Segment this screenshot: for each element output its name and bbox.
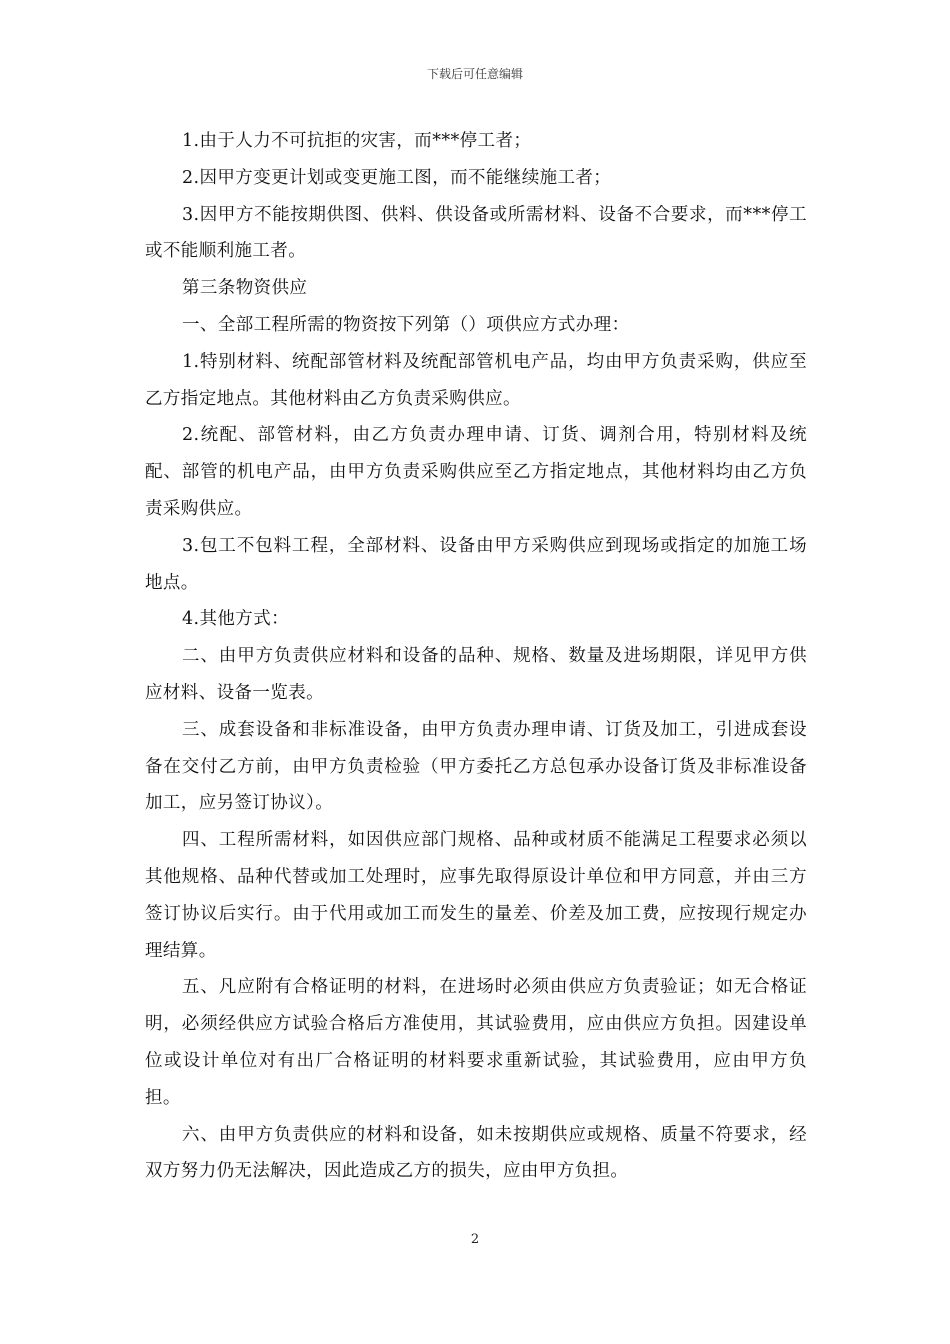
paragraph-clause-2: 2.因甲方变更计划或变更施工图，而不能继续施工者； (182, 167, 612, 188)
page-header: 下载后可任意编辑 (426, 67, 523, 81)
paragraph-supply-option-2: 2.统配、部管材料，由乙方负责办理申请、订货、调剂合用，特别材料及统配、部管的机电产品，由甲方负责采购供应至乙方指定地点，其他材料均由乙方负责采购供应。 (145, 425, 807, 519)
paragraph-item-3: 三、成套设备和非标准设备，由甲方负责办理申请、订货及加工，引进成套设备在交付乙方前，由甲方负责检验（甲方委托乙方总包承办设备订货及非标准设备加工，应另签订协议）。 (145, 719, 807, 814)
section-heading-article-3: 第三条物资供应 (182, 278, 308, 299)
paragraph-supply-intro: 一、全部工程所需的物资按下列第（）项供应方式办理： (182, 314, 630, 335)
paragraph-item-6: 六、由甲方负责供应的材料和设备，如未按期供应或规格、质量不符要求，经双方努力仍无法解决，因此造成乙方的损失，应由甲方负担。 (145, 1124, 807, 1182)
paragraph-item-2: 二、由甲方负责供应材料和设备的品种、规格、数量及进场期限，详见甲方供应材料、设备一览表。 (145, 646, 807, 703)
paragraph-supply-option-4: 4.其他方式： (182, 609, 289, 630)
page-number: 2 (470, 1232, 480, 1247)
paragraph-supply-option-3: 3.包工不包料工程，全部材料、设备由甲方采购供应到现场或指定的加施工场地点。 (145, 535, 807, 593)
paragraph-item-5: 五、凡应附有合格证明的材料，在进场时必须由供应方负责验证；如无合格证明，必须经供应方试验合格后方准使用，其试验费用，应由供应方负担。因建设单位或设计单位对有出厂合格证明的材料要求重新试验，其试验费用，应由甲方负担。 (145, 977, 807, 1108)
paragraph-item-4: 四、工程所需材料，如因供应部门规格、品种或材质不能满足工程要求必须以其他规格、品种代替或加工处理时，应事先取得原设计单位和甲方同意，并由三方签订协议后实行。由于代用或加工而发生的量差、价差及加工费，应按现行规定办理结算。 (145, 830, 807, 961)
paragraph-clause-3: 3.因甲方不能按期供图、供料、供设备或所需材料、设备不合要求，而***停工或不能顺利施工者。 (145, 204, 807, 262)
document-body (145, 123, 807, 1190)
paragraph-clause-1: 1.由于人力不可抗拒的灾害，而***停工者； (182, 131, 532, 151)
paragraph-supply-option-1: 1.特别材料、统配部管材料及统配部管机电产品，均由甲方负责采购，供应至乙方指定地点。其他材料由乙方负责采购供应。 (145, 351, 807, 409)
